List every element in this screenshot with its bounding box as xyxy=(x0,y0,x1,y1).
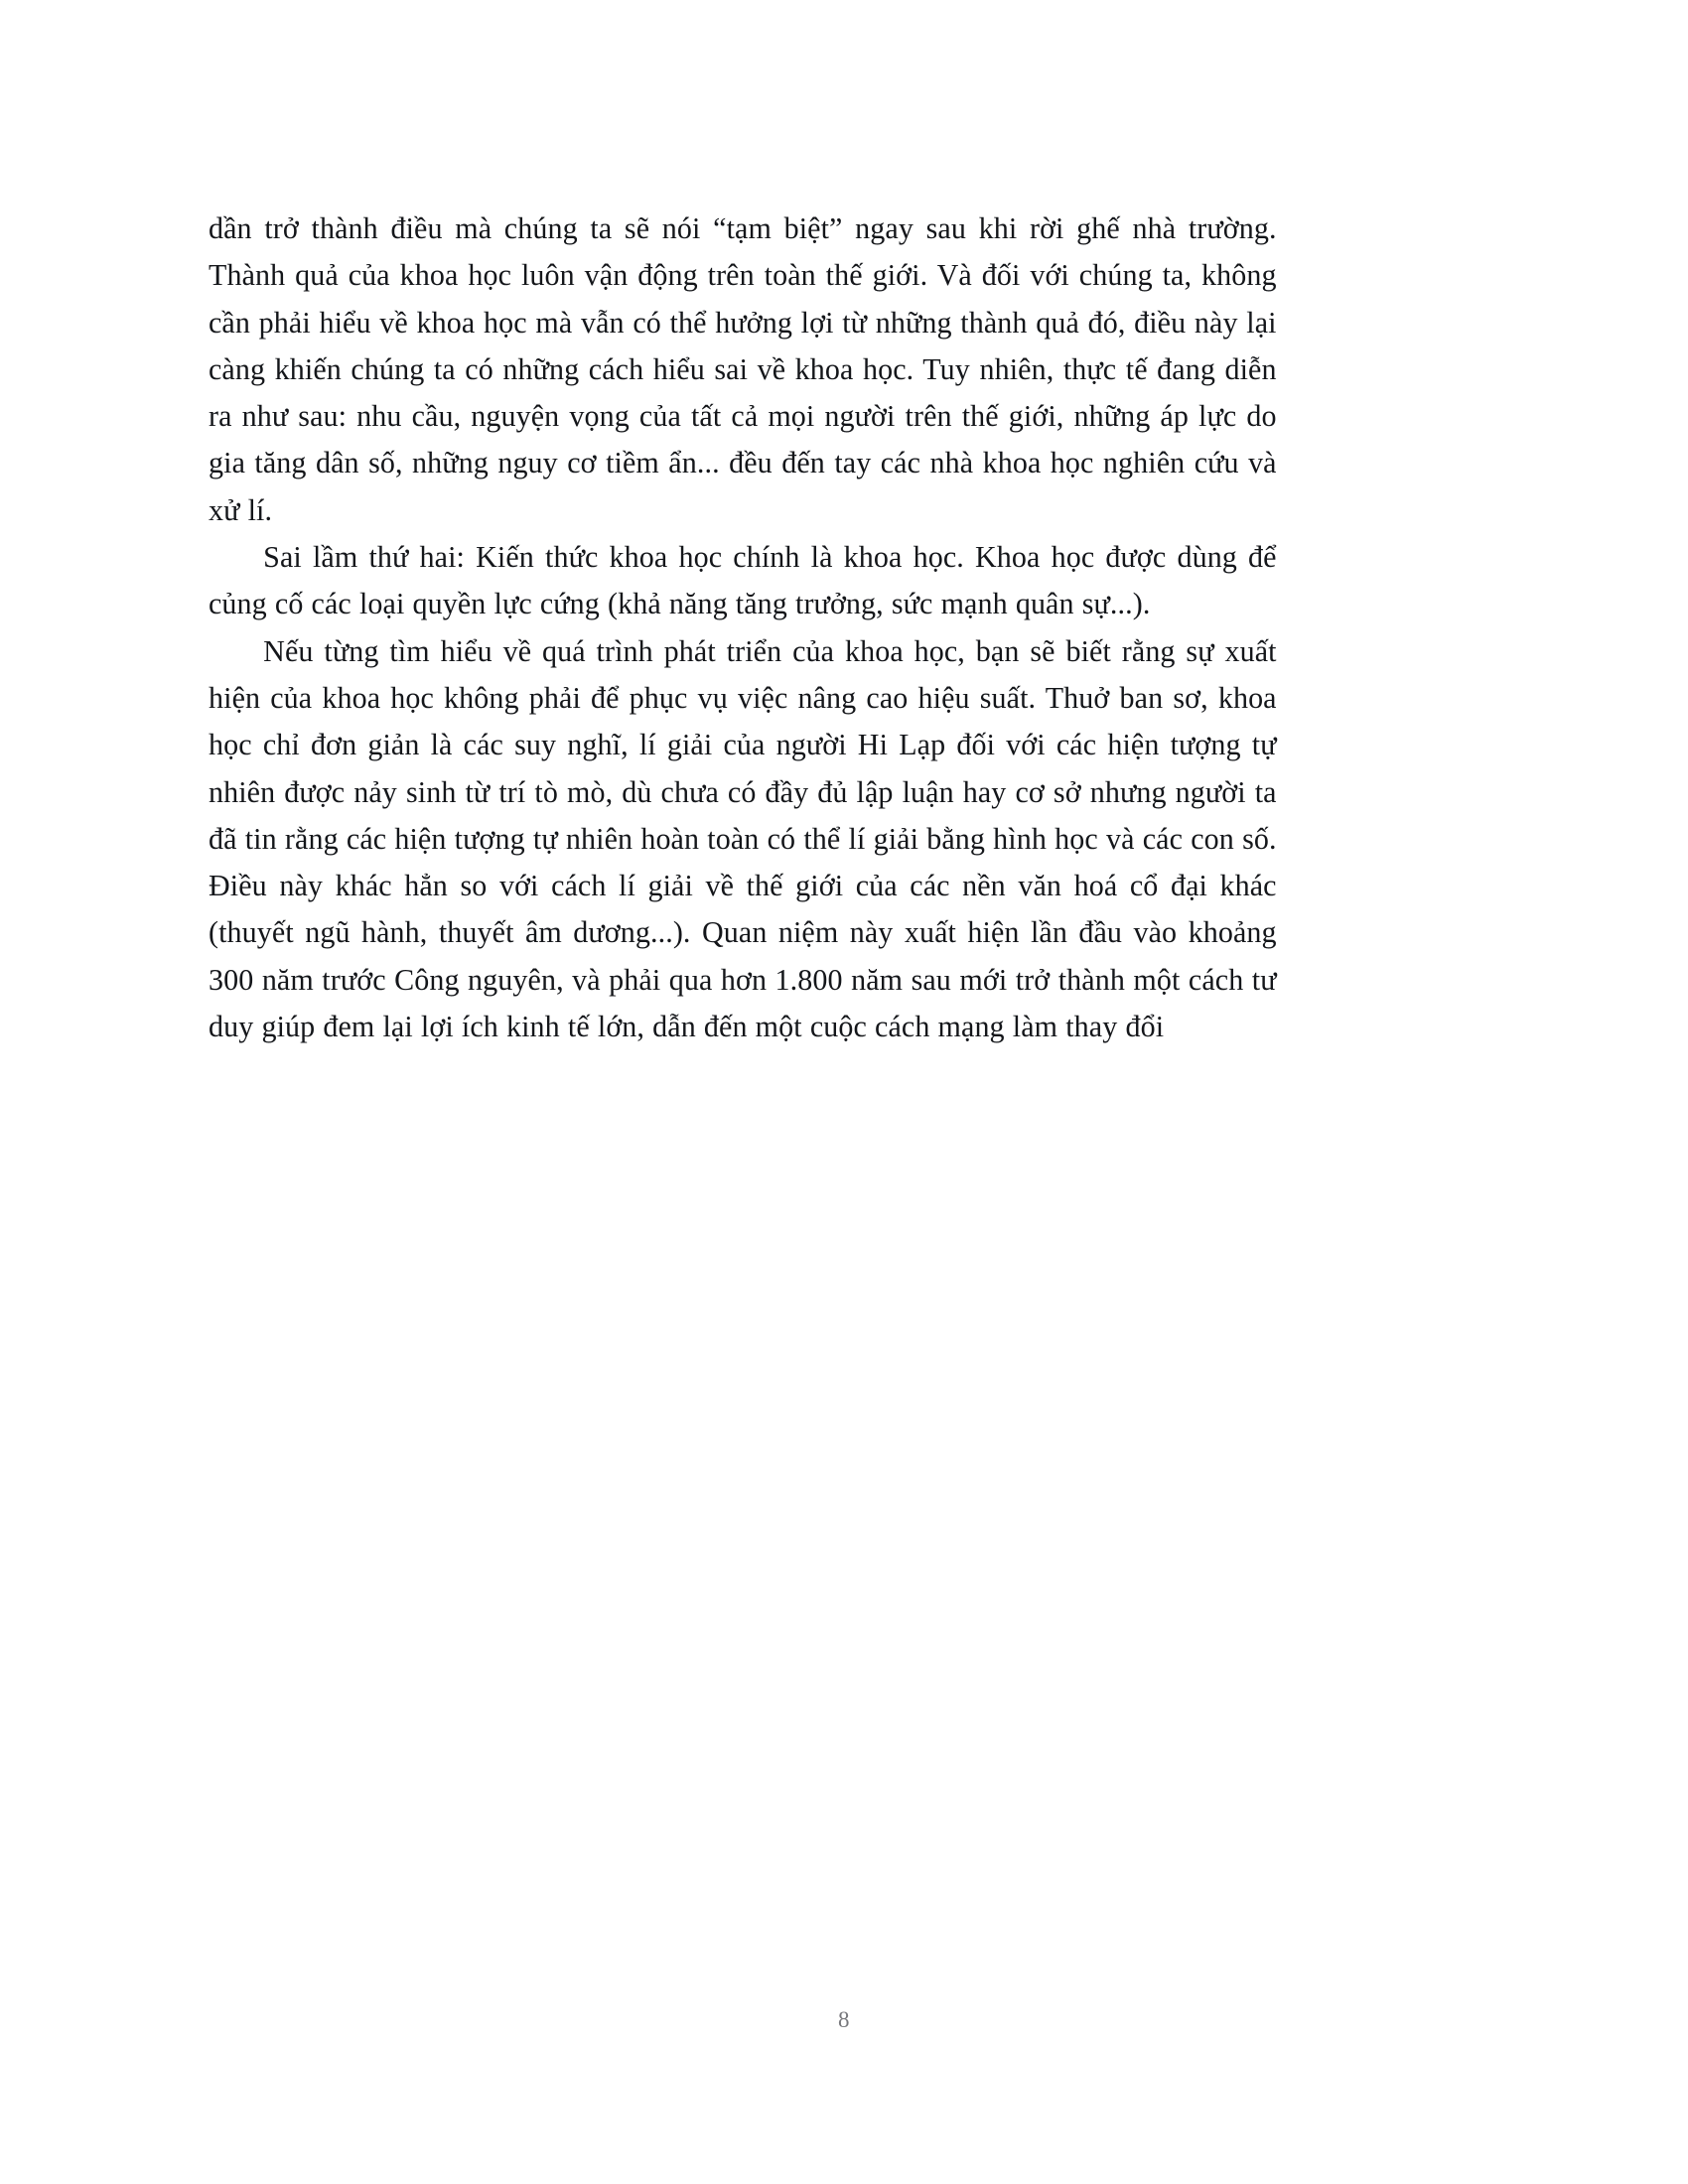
paragraph-3: Nếu từng tìm hiểu về quá trình phát triển của khoa học, bạn sẽ biết rằng sự xuất hiện của khoa học không phải để phục vụ việc nâng cao hiệu suất. Thuở ban sơ, khoa học chỉ đơn giản là các suy nghĩ, lí giải của người Hi Lạp đối với các hiện tượng tự nhiên được nảy sinh từ trí tò mò, dù chưa có đầy đủ lập luận hay cơ sở nhưng người ta đã tin rằng các hiện tượng tự nhiên hoàn toàn có thể lí giải bằng hình học và các con số. Điều này khác hẳn so với cách lí giải về thế giới của các nền văn hoá cổ đại khác (thuyết ngũ hành, thuyết âm dương...). Quan niệm này xuất hiện lần đầu vào khoảng 300 năm trước Công nguyên, và phải qua hơn 1.800 năm sau mới trở thành một cách tư duy giúp đem lại lợi ích kinh tế lớn, dẫn đến một cuộc cách mạng làm thay đổi xyxy=(209,633,1277,1044)
paragraph-2: Sai lầm thứ hai: Kiến thức khoa học chính là khoa học. Khoa học được dùng để củng cố các loại quyền lực cứng (khả năng tăng trưởng, sức mạnh quân sự...). xyxy=(209,540,1277,621)
paragraph-1: dần trở thành điều mà chúng ta sẽ nói “tạm biệt” ngay sau khi rời ghế nhà trường. Thành quả của khoa học luôn vận động trên toàn thế giới. Và đối với chúng ta, không cần phải hiểu về khoa học mà vẫn có thể hưởng lợi từ những thành quả đó, điều này lại càng khiến chúng ta có những cách hiểu sai về khoa học. Tuy nhiên, thực tế đang diễn ra như sau: nhu cầu, nguyện vọng của tất cả mọi người trên thế giới, những áp lực do gia tăng dân số, những nguy cơ tiềm ẩn... đều đến tay các nhà khoa học nghiên cứu và xử lí. xyxy=(209,211,1277,527)
body-text-column xyxy=(209,205,1293,1050)
page-number: 8 xyxy=(838,2007,850,2032)
